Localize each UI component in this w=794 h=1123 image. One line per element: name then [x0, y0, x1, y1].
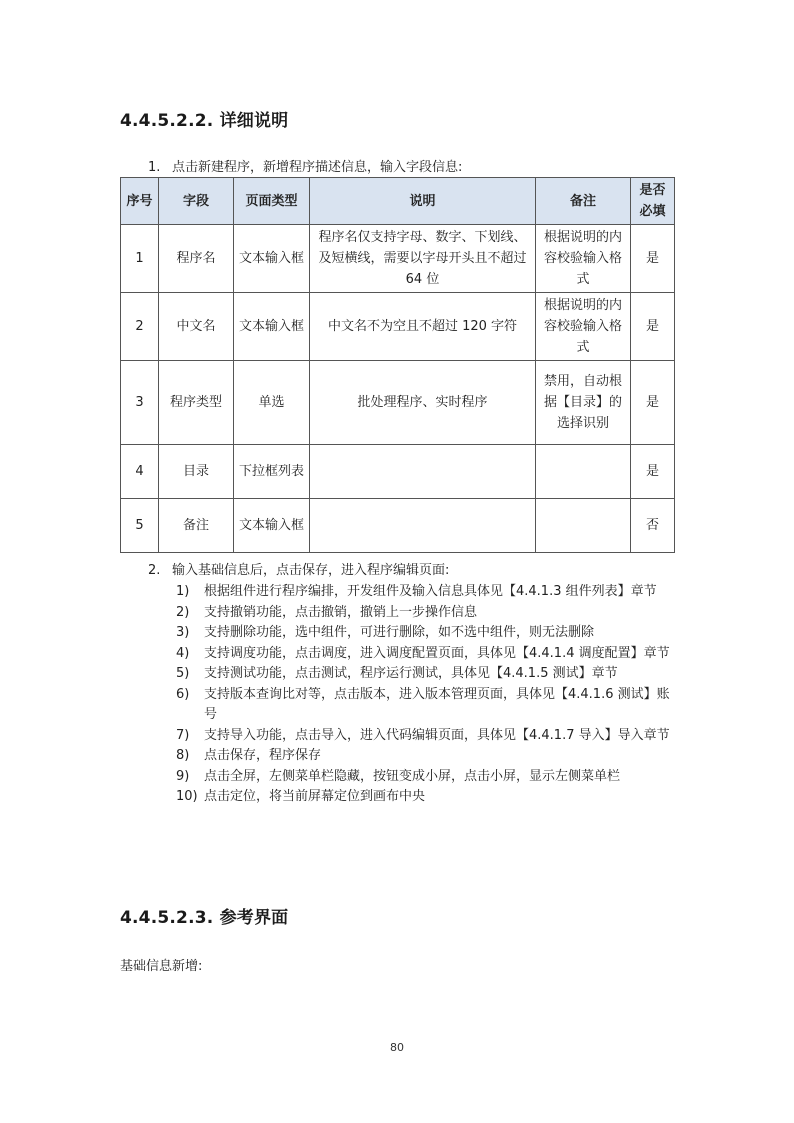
- step-number: 1.: [148, 160, 161, 175]
- page-number: 80: [390, 1041, 404, 1054]
- list-item-text: 支持测试功能，点击测试，程序运行测试，具体见【4.4.1.5 测试】章节: [204, 666, 618, 681]
- table-cell: 文本输入框: [234, 499, 310, 553]
- table-cell: 目录: [159, 445, 234, 499]
- table-header-cell: 备注: [536, 178, 631, 225]
- table-header-cell: 说明: [310, 178, 536, 225]
- list-item-number: 9): [176, 768, 190, 784]
- table-header-cell: 序号: [121, 178, 159, 225]
- table-header-cell: 页面类型: [234, 178, 310, 225]
- table-cell: 中文名不为空且不超过 120 字符: [310, 293, 536, 361]
- table-cell: 4: [121, 445, 159, 499]
- section-title: 详细说明: [219, 111, 289, 131]
- section-title: 参考界面: [219, 908, 289, 928]
- list-item: [176, 623, 674, 644]
- list-item: [176, 603, 674, 624]
- list-item-number: 6): [176, 686, 190, 702]
- table-cell: 5: [121, 499, 159, 553]
- list-item-number: 8): [176, 748, 190, 763]
- list-item-number: 5): [176, 666, 190, 681]
- table-cell: 否: [631, 499, 675, 553]
- table-header-cell: 字段: [159, 178, 234, 225]
- list-item-number: 1): [176, 584, 190, 599]
- table-cell: [536, 499, 631, 553]
- list-item: [176, 787, 674, 808]
- table-cell: 是: [631, 361, 675, 445]
- list-item: [176, 644, 674, 665]
- list-item: [176, 664, 674, 685]
- list-item-text: 点击保存，程序保存: [204, 748, 322, 763]
- table-row: [121, 445, 675, 499]
- table-cell: 1: [121, 225, 159, 293]
- table-cell: 2: [121, 293, 159, 361]
- step-number: 2.: [148, 563, 161, 578]
- table-cell: 是: [631, 225, 675, 293]
- table-cell: 下拉框列表: [234, 445, 310, 499]
- table-row: [121, 361, 675, 445]
- table-cell: [310, 445, 536, 499]
- table-cell: 备注: [159, 499, 234, 553]
- list-item-text: 支持导入功能，点击导入，进入代码编辑页面，具体见【4.4.1.7 导入】导入章节: [204, 727, 670, 743]
- list-item: [176, 767, 674, 788]
- list-item: [176, 746, 674, 767]
- table-cell: 程序名仅支持字母、数字、下划线、及短横线，需要以字母开头且不超过 64 位: [310, 225, 536, 293]
- list-item-text: 点击全屏，左侧菜单栏隐藏，按钮变成小屏，点击小屏，显示左侧菜单栏: [204, 768, 621, 784]
- table-row: [121, 225, 675, 293]
- table-cell: 批处理程序、实时程序: [310, 361, 536, 445]
- table-cell: 3: [121, 361, 159, 445]
- section-number: 4.4.5.2.3.: [120, 908, 214, 928]
- substep-list: [176, 582, 674, 808]
- table-cell: 程序类型: [159, 361, 234, 445]
- table-cell: 禁用，自动根据【目录】的选择识别: [536, 361, 631, 445]
- table-cell: [310, 499, 536, 553]
- list-item-number: 3): [176, 625, 190, 640]
- list-item-number: 4): [176, 645, 190, 661]
- table-cell: 中文名: [159, 293, 234, 361]
- table-cell: 根据说明的内容校验输入格式: [536, 293, 631, 361]
- list-item-text: 点击定位，将当前屏幕定位到画布中央: [204, 789, 426, 804]
- table-cell: 程序名: [159, 225, 234, 293]
- list-item: [176, 582, 674, 603]
- table-cell: 文本输入框: [234, 293, 310, 361]
- list-item-text: 支持删除功能，选中组件，可进行删除，如不选中组件，则无法删除: [204, 625, 595, 640]
- list-item-number: 7): [176, 727, 190, 743]
- table-row: [121, 293, 675, 361]
- table-header-row: [121, 178, 675, 225]
- field-spec-table: [120, 177, 675, 553]
- list-item-number: 2): [176, 604, 190, 620]
- table-row: [121, 499, 675, 553]
- table-cell: 单选: [234, 361, 310, 445]
- section-number: 4.4.5.2.2.: [120, 111, 214, 131]
- table-cell: [536, 445, 631, 499]
- table-cell: 是: [631, 293, 675, 361]
- list-item-text: 支持撤销功能，点击撤销，撤销上一步操作信息: [204, 604, 478, 620]
- table-cell: 根据说明的内容校验输入格式: [536, 225, 631, 293]
- list-item-text: 支持版本查询比对等，点击版本，进入版本管理页面，具体见【4.4.1.6 测试】账号: [204, 686, 670, 722]
- table-header-cell: 是否必填: [631, 178, 675, 225]
- step-text: 输入基础信息后，点击保存，进入程序编辑页面:: [172, 563, 450, 578]
- list-item: [176, 726, 674, 747]
- list-item-text: 支持调度功能，点击调度，进入调度配置页面，具体见【4.4.1.4 调度配置】章节: [204, 645, 670, 661]
- step-text: 点击新建程序，新增程序描述信息，输入字段信息:: [172, 160, 463, 175]
- base-info-label: 基础信息新增:: [120, 959, 203, 974]
- table-cell: 文本输入框: [234, 225, 310, 293]
- table-cell: 是: [631, 445, 675, 499]
- list-item-number: 10): [176, 789, 198, 804]
- list-item: [176, 685, 674, 726]
- section-heading-reference: [120, 903, 288, 928]
- list-item-text: 根据组件进行程序编排，开发组件及输入信息具体见【4.4.1.3 组件列表】章节: [204, 584, 657, 599]
- section-heading-detail: [120, 106, 288, 131]
